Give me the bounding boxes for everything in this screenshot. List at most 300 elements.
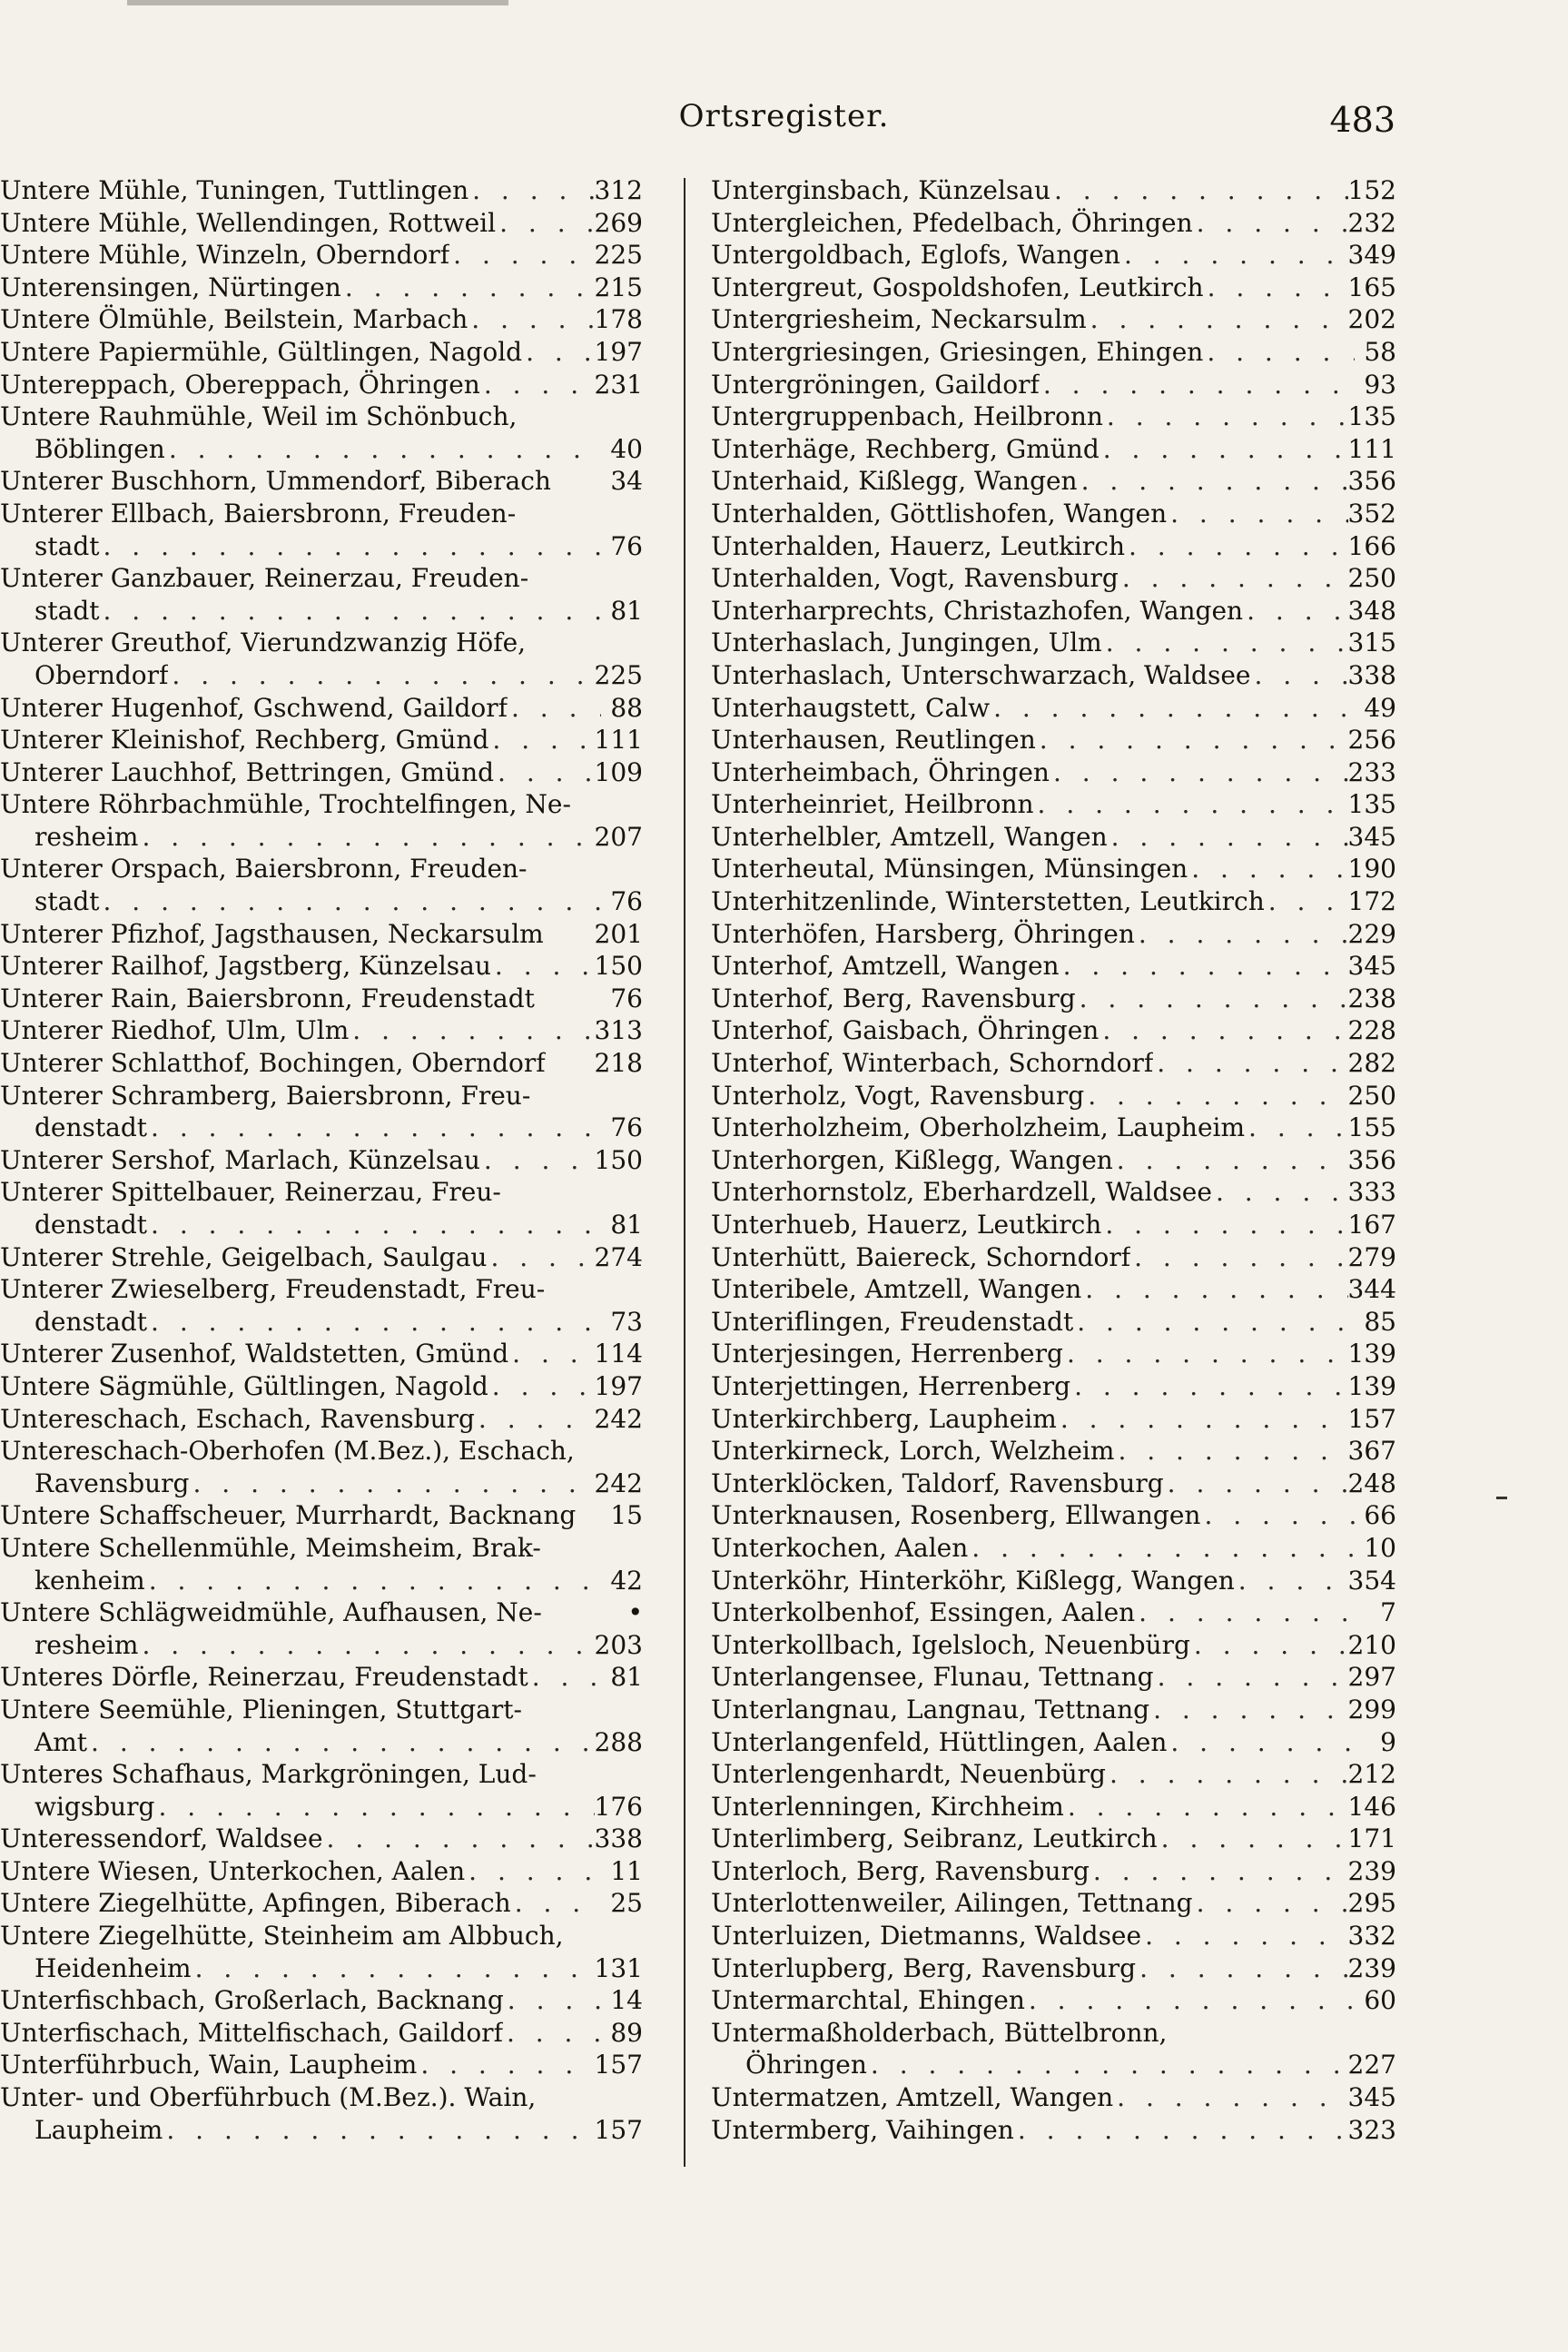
index-entry xyxy=(0,1694,643,1726)
index-entry xyxy=(711,1014,1396,1047)
dot-leader xyxy=(349,1014,594,1047)
entry-place-name: Unterhelbler, Amtzell, Wangen xyxy=(711,821,1108,852)
entry-place-name: Unterlottenweiler, Ailingen, Tettnang xyxy=(711,1888,1193,1919)
index-column-left xyxy=(0,174,643,2146)
index-entry xyxy=(711,1144,1396,1177)
entry-place-name: Unterklöcken, Taldorf, Ravensburg xyxy=(711,1468,1164,1498)
entry-place-name: Unterhalden, Göttlishofen, Wangen xyxy=(711,498,1168,529)
index-entry xyxy=(0,1273,643,1306)
entry-place-name: Untere Ziegelhütte, Apfingen, Biberach xyxy=(0,1888,511,1919)
index-entry xyxy=(711,1532,1396,1565)
dot-leader xyxy=(1135,918,1348,951)
index-entry xyxy=(711,272,1396,304)
entry-page-number: 250 xyxy=(1347,1080,1396,1111)
entry-place-name: Unterer Strehle, Geigelbach, Saulgau xyxy=(0,1241,488,1272)
entry-page-number: 282 xyxy=(1347,1048,1396,1079)
entry-page-number: 228 xyxy=(1347,1015,1396,1046)
entry-place-name: Untergoldbach, Eglofs, Wangen xyxy=(711,240,1120,271)
dot-leader xyxy=(87,1726,595,1759)
entry-page-number: 109 xyxy=(594,756,643,787)
dot-leader xyxy=(1204,272,1348,304)
entry-page-number: 197 xyxy=(594,1370,643,1401)
dot-leader xyxy=(1235,1565,1348,1597)
index-entry xyxy=(0,1047,643,1080)
entry-page-number: 248 xyxy=(1347,1468,1396,1498)
index-entry xyxy=(0,1791,643,1823)
index-entry xyxy=(711,1758,1396,1791)
index-entry xyxy=(0,433,643,466)
entry-place-name: Unterhof, Amtzell, Wangen xyxy=(711,951,1060,982)
entry-place-name: Untere Ölmühle, Beilstein, Marbach xyxy=(0,304,468,335)
index-entry xyxy=(711,2081,1396,2114)
entry-place-name: Unterhäge, Rechberg, Gmünd xyxy=(711,433,1100,464)
entry-page-number: 250 xyxy=(1347,563,1396,594)
index-entry xyxy=(711,1468,1396,1500)
index-entry xyxy=(0,1209,643,1241)
entry-page-number: 73 xyxy=(610,1306,643,1337)
entry-place-name: Unterfischach, Mittelfischach, Gaildorf xyxy=(0,2017,503,2048)
dot-leader xyxy=(1078,465,1348,498)
dot-leader xyxy=(1087,303,1348,336)
entry-place-name: Unterhaslach, Unterschwarzach, Waldsee xyxy=(711,659,1251,690)
index-entry xyxy=(711,821,1396,854)
dot-leader xyxy=(1050,174,1348,207)
dot-leader xyxy=(1040,369,1355,401)
entry-place-name: Unterheimbach, Öhringen xyxy=(711,756,1050,787)
entry-place-name: resheim xyxy=(35,821,139,852)
entry-place-name: Unterhorgen, Kißlegg, Wangen xyxy=(711,1144,1113,1175)
entry-place-name: Heidenheim xyxy=(35,1952,192,1983)
index-entry xyxy=(0,788,643,821)
index-entry xyxy=(0,1887,643,1920)
dot-leader xyxy=(508,692,601,725)
index-entry xyxy=(711,627,1396,659)
dot-leader xyxy=(1167,1726,1355,1759)
dot-leader xyxy=(1103,400,1348,433)
index-entry xyxy=(0,595,643,628)
entry-place-name: Laupheim xyxy=(35,2114,163,2145)
index-entry xyxy=(711,1241,1396,1274)
dot-leader xyxy=(494,756,595,789)
entry-place-name: Unteres Dörfle, Reinerzau, Freudenstadt xyxy=(0,1662,528,1693)
dot-leader xyxy=(528,1661,601,1694)
column-divider xyxy=(684,178,685,2167)
index-entry xyxy=(0,918,643,951)
entry-page-number: 345 xyxy=(1347,951,1396,982)
entry-page-number: 81 xyxy=(610,1210,643,1240)
dot-leader xyxy=(480,369,595,401)
dot-leader xyxy=(147,1112,601,1144)
entry-place-name: Unteriflingen, Freudenstadt xyxy=(711,1306,1074,1337)
entry-page-number: 157 xyxy=(594,2114,643,2145)
dot-leader xyxy=(417,2049,594,2081)
entry-place-name: Unterlangenfeld, Hüttlingen, Aalen xyxy=(711,1726,1168,1757)
entry-place-name: Böblingen xyxy=(35,433,165,464)
entry-place-name: Unterhausen, Reutlingen xyxy=(711,725,1036,756)
entry-page-number: 279 xyxy=(1347,1241,1396,1272)
entry-page-number: 269 xyxy=(594,207,643,238)
entry-place-name: Unterensingen, Nürtingen xyxy=(0,272,341,302)
dot-leader xyxy=(1084,1080,1347,1112)
dot-leader xyxy=(323,1823,595,1855)
entry-place-name: Unterer Schramberg, Baiersbronn, Freu- xyxy=(0,1080,531,1111)
entry-place-name: Unterlenningen, Kirchheim xyxy=(711,1791,1064,1822)
entry-place-name: Ravensburg xyxy=(35,1468,190,1498)
entry-page-number: 88 xyxy=(610,692,643,723)
index-entry xyxy=(0,756,643,789)
entry-page-number: 297 xyxy=(1347,1662,1396,1693)
dot-leader xyxy=(508,1338,594,1370)
dot-leader xyxy=(1100,433,1348,466)
index-entry xyxy=(711,2049,1396,2081)
index-entry xyxy=(0,1855,643,1888)
index-entry xyxy=(711,1855,1396,1888)
entry-place-name: Unterer Greuthof, Vierundzwanzig Höfe, xyxy=(0,628,527,658)
entry-place-name: Unterhitzenlinde, Winterstetten, Leutkirch xyxy=(711,886,1265,917)
entry-place-name: Untereschach, Eschach, Ravensburg xyxy=(0,1403,475,1434)
index-entry xyxy=(0,1726,643,1759)
dot-leader xyxy=(487,1241,594,1274)
dot-leader xyxy=(449,239,594,272)
entry-page-number: 349 xyxy=(1347,240,1396,271)
index-entry xyxy=(0,2049,643,2081)
index-entry xyxy=(0,724,643,756)
dot-leader xyxy=(1154,1661,1348,1694)
index-entry xyxy=(711,1791,1396,1823)
dot-leader xyxy=(1108,821,1348,854)
entry-page-number: 146 xyxy=(1347,1791,1396,1822)
index-entry xyxy=(711,950,1396,983)
dot-leader xyxy=(1076,983,1348,1015)
entry-place-name: stadt xyxy=(35,886,100,917)
entry-page-number: 344 xyxy=(1347,1274,1396,1305)
index-entry xyxy=(711,369,1396,401)
index-entry xyxy=(711,2017,1396,2050)
entry-place-name: Unterer Spittelbauer, Reinerzau, Freu- xyxy=(0,1177,501,1208)
dot-leader xyxy=(100,530,602,563)
dot-leader xyxy=(1102,627,1348,659)
entry-page-number: 34 xyxy=(610,466,643,497)
dot-leader xyxy=(1057,1403,1348,1436)
entry-place-name: Unterhof, Gaisbach, Öhringen xyxy=(711,1015,1100,1046)
entry-place-name: Untere Schaffscheuer, Murrhardt, Backnang xyxy=(0,1500,577,1531)
entry-page-number: 171 xyxy=(1347,1823,1396,1854)
entry-page-number: 207 xyxy=(594,821,643,852)
entry-page-number: 218 xyxy=(594,1048,643,1079)
entry-page-number: 139 xyxy=(1347,1370,1396,1401)
entry-place-name: Unterkolbenhof, Essingen, Aalen xyxy=(711,1597,1136,1628)
entry-place-name: Untermaßholderbach, Büttelbronn, xyxy=(711,2017,1168,2048)
index-entry xyxy=(0,1984,643,2017)
index-entry xyxy=(0,562,643,595)
entry-place-name: Oberndorf xyxy=(35,659,169,690)
entry-page-number: 81 xyxy=(610,595,643,626)
entry-place-name: Untergriesingen, Griesingen, Ehingen xyxy=(711,336,1204,367)
index-entry xyxy=(0,2081,643,2114)
index-entry xyxy=(711,433,1396,466)
dot-leader xyxy=(189,1468,594,1500)
index-entry xyxy=(0,1952,643,1985)
dot-leader xyxy=(145,1565,601,1597)
dot-leader xyxy=(1060,950,1348,983)
index-entry xyxy=(0,1629,643,1662)
entry-page-number: 89 xyxy=(610,2017,643,2048)
entry-page-number: 14 xyxy=(610,1985,643,2016)
index-entry xyxy=(711,595,1396,628)
index-entry xyxy=(0,272,643,304)
index-entry xyxy=(0,1112,643,1144)
entry-page-number: 167 xyxy=(1347,1210,1396,1240)
entry-place-name: resheim xyxy=(35,1629,139,1660)
index-entry xyxy=(0,1499,643,1532)
dot-leader xyxy=(192,1952,595,1985)
dot-leader xyxy=(1106,1758,1348,1791)
entry-page-number: 114 xyxy=(594,1339,643,1369)
entry-page-number: 135 xyxy=(1347,789,1396,820)
dot-leader xyxy=(1090,1855,1348,1888)
index-entry xyxy=(0,1920,643,1952)
dot-leader xyxy=(1135,1596,1355,1629)
entry-place-name: Unterkochen, Aalen xyxy=(711,1532,969,1563)
index-entry xyxy=(0,1080,643,1112)
index-entry xyxy=(711,400,1396,433)
entry-page-number: 333 xyxy=(1347,1177,1396,1208)
dot-leader xyxy=(1245,1112,1348,1144)
entry-page-number: 239 xyxy=(1347,1952,1396,1983)
entry-page-number: 345 xyxy=(1347,821,1396,852)
entry-page-number: 225 xyxy=(594,659,643,690)
index-entry xyxy=(711,207,1396,240)
entry-place-name: Unterer Lauchhof, Bettringen, Gmünd xyxy=(0,756,495,787)
entry-place-name: Untere Papiermühle, Gültlingen, Nagold xyxy=(0,336,523,367)
dot-leader xyxy=(1036,724,1348,756)
entry-page-number: 49 xyxy=(1364,692,1396,723)
dot-leader xyxy=(1243,595,1347,628)
entry-place-name: Unterhueb, Hauerz, Leutkirch xyxy=(711,1210,1102,1240)
dot-leader xyxy=(496,207,594,240)
entry-page-number: 42 xyxy=(610,1565,643,1596)
entry-page-number: 66 xyxy=(1364,1500,1396,1531)
entry-place-name: Unteres Schafhaus, Markgröningen, Lud- xyxy=(0,1759,537,1790)
dot-leader xyxy=(1050,756,1348,789)
dot-leader xyxy=(1130,1241,1347,1274)
entry-place-name: wigsburg xyxy=(35,1791,155,1822)
entry-page-number: 210 xyxy=(1347,1629,1396,1660)
entry-place-name: Unterer Ganzbauer, Reinerzau, Freuden- xyxy=(0,563,529,594)
index-entry xyxy=(711,1499,1396,1532)
index-entry xyxy=(711,983,1396,1015)
entry-place-name: Untergreut, Gospoldshofen, Leutkirch xyxy=(711,272,1204,302)
entry-place-name: Unterer Rain, Baiersbronn, Freudenstadt xyxy=(0,983,535,1013)
dot-leader xyxy=(475,1403,595,1436)
entry-place-name: Unterholz, Vogt, Ravensburg xyxy=(711,1080,1085,1111)
entry-place-name: Unterhaid, Kißlegg, Wangen xyxy=(711,466,1078,497)
index-entry xyxy=(711,1823,1396,1855)
entry-page-number: 315 xyxy=(1347,628,1396,658)
index-entry xyxy=(0,1661,643,1694)
entry-place-name: Untereschach-Oberhofen (M.Bez.), Eschach, xyxy=(0,1436,575,1467)
entry-place-name: Unterloch, Berg, Ravensburg xyxy=(711,1855,1090,1886)
entry-place-name: Unterer Hugenhof, Gschwend, Gaildorf xyxy=(0,692,508,723)
entry-place-name: Amt xyxy=(35,1726,88,1757)
entry-page-number: 76 xyxy=(610,983,643,1013)
dot-leader xyxy=(1188,853,1347,885)
entry-place-name: Untere Mühle, Wellendingen, Rottweil xyxy=(0,207,497,238)
entry-place-name: denstadt xyxy=(35,1306,148,1337)
entry-page-number: 76 xyxy=(610,530,643,561)
entry-place-name: Unterlimberg, Seibranz, Leutkirch xyxy=(711,1823,1158,1854)
entry-page-number: 7 xyxy=(1380,1597,1396,1628)
dot-leader xyxy=(100,595,602,628)
index-entry xyxy=(0,369,643,401)
dot-leader xyxy=(1025,1984,1355,2017)
dot-leader xyxy=(511,1887,601,1920)
entry-page-number: 76 xyxy=(610,1112,643,1143)
index-entry xyxy=(711,659,1396,692)
index-entry xyxy=(0,465,643,498)
entry-place-name: Untere Schlägweidmühle, Aufhausen, Ne- xyxy=(0,1597,542,1628)
entry-page-number: 231 xyxy=(594,369,643,400)
index-entry xyxy=(711,1047,1396,1080)
index-entry xyxy=(0,1823,643,1855)
entry-page-number: 232 xyxy=(1347,207,1396,238)
dot-leader xyxy=(504,1984,601,2017)
entry-page-number: 354 xyxy=(1347,1565,1396,1596)
entry-page-number: 233 xyxy=(1347,756,1396,787)
entry-place-name: Untergröningen, Gaildorf xyxy=(711,369,1040,400)
entry-page-number: 165 xyxy=(1347,272,1396,302)
page-title: Ortsregister. xyxy=(678,98,890,134)
dot-leader xyxy=(138,821,594,854)
entry-page-number: 131 xyxy=(594,1952,643,1983)
entry-place-name: Untere Schellenmühle, Meimsheim, Brak- xyxy=(0,1532,541,1563)
entry-page-number: 81 xyxy=(610,1662,643,1693)
index-entry xyxy=(711,1273,1396,1306)
index-entry xyxy=(711,465,1396,498)
entry-page-number: 150 xyxy=(594,1144,643,1175)
index-entry xyxy=(0,2017,643,2050)
dot-leader xyxy=(968,1532,1355,1565)
entry-page-number: 225 xyxy=(594,240,643,271)
entry-page-number: 332 xyxy=(1347,1921,1396,1952)
entry-page-number: 242 xyxy=(594,1468,643,1498)
entry-page-number: 229 xyxy=(1347,918,1396,949)
entry-place-name: Unterhalden, Vogt, Ravensburg xyxy=(711,563,1119,594)
entry-place-name: Unterer Schlatthof, Bochingen, Oberndorf xyxy=(0,1048,546,1079)
entry-page-number: 178 xyxy=(594,304,643,335)
index-entry xyxy=(0,821,643,854)
dot-leader xyxy=(1113,1144,1348,1177)
entry-page-number: 239 xyxy=(1347,1855,1396,1886)
dot-leader xyxy=(503,2017,601,2050)
entry-page-number: 215 xyxy=(594,272,643,302)
entry-place-name: Unterhalden, Hauerz, Leutkirch xyxy=(711,530,1125,561)
dot-leader xyxy=(1265,885,1348,918)
index-entry xyxy=(0,659,643,692)
index-entry xyxy=(0,1758,643,1791)
dot-leader xyxy=(867,2049,1348,2081)
index-entry xyxy=(0,498,643,530)
index-entry xyxy=(711,1694,1396,1726)
entry-place-name: Unterer Railhof, Jagstberg, Künzelsau xyxy=(0,951,491,982)
index-entry xyxy=(711,1565,1396,1597)
entry-place-name: Untergruppenbach, Heilbronn xyxy=(711,401,1103,432)
dot-leader xyxy=(488,724,594,756)
index-entry xyxy=(0,692,643,725)
entry-place-name: Unterginsbach, Künzelsau xyxy=(711,175,1050,205)
index-entry xyxy=(0,400,643,433)
dot-leader xyxy=(1167,498,1347,530)
entry-place-name: Unterlangensee, Flunau, Tettnang xyxy=(711,1662,1154,1693)
entry-page-number: 288 xyxy=(594,1726,643,1757)
dot-leader xyxy=(1153,1047,1347,1080)
dot-leader xyxy=(138,1629,594,1662)
entry-page-number: 227 xyxy=(1347,2050,1396,2080)
dot-leader xyxy=(1200,1499,1355,1532)
index-entry xyxy=(711,1403,1396,1436)
entry-page-number: 76 xyxy=(610,886,643,917)
entry-page-number: 338 xyxy=(1347,659,1396,690)
entry-place-name: Untere Mühle, Winzeln, Oberndorf xyxy=(0,240,450,271)
index-entry xyxy=(711,692,1396,725)
entry-page-number: 274 xyxy=(594,1241,643,1272)
entry-place-name: Untereppach, Obereppach, Öhringen xyxy=(0,369,480,400)
dot-leader xyxy=(1193,207,1348,240)
index-entry xyxy=(711,1920,1396,1952)
entry-page-number: 299 xyxy=(1347,1694,1396,1724)
index-entry xyxy=(0,336,643,369)
index-entry xyxy=(0,530,643,563)
dot-leader xyxy=(468,174,594,207)
entry-place-name: Unterhaslach, Jungingen, Ulm xyxy=(711,628,1102,658)
entry-page-number: 155 xyxy=(1347,1112,1396,1143)
dot-leader xyxy=(1099,1014,1347,1047)
dot-leader xyxy=(990,692,1355,725)
index-entry xyxy=(711,756,1396,789)
index-entry xyxy=(0,1144,643,1177)
entry-place-name: Unterjettingen, Herrenberg xyxy=(711,1370,1071,1401)
entry-page-number: 157 xyxy=(1347,1403,1396,1434)
index-entry xyxy=(711,1726,1396,1759)
index-entry xyxy=(711,562,1396,595)
index-entry xyxy=(711,239,1396,272)
entry-place-name: stadt xyxy=(35,595,100,626)
entry-place-name: Untere Wiesen, Unterkochen, Aalen xyxy=(0,1855,466,1886)
dot-leader xyxy=(1203,336,1355,369)
entry-place-name: Unterheinriet, Heilbronn xyxy=(711,789,1034,820)
index-entry xyxy=(711,1661,1396,1694)
dot-leader xyxy=(1063,1338,1348,1370)
entry-place-name: Unterer Zusenhof, Waldstetten, Gmünd xyxy=(0,1339,509,1369)
entry-page-number: 256 xyxy=(1347,725,1396,756)
entry-page-number: 166 xyxy=(1347,530,1396,561)
entry-place-name: Unterknausen, Rosenberg, Ellwangen xyxy=(711,1500,1201,1531)
index-entry xyxy=(0,885,643,918)
dot-leader xyxy=(1120,239,1348,272)
index-entry xyxy=(711,1952,1396,1985)
entry-place-name: Unterer Orspach, Baiersbronn, Freuden- xyxy=(0,854,528,884)
index-entry xyxy=(711,336,1396,369)
entry-place-name: Öhringen xyxy=(745,2050,867,2080)
entry-page-number: 201 xyxy=(594,918,643,949)
dot-leader xyxy=(1070,1370,1347,1403)
entry-page-number: 10 xyxy=(1364,1532,1396,1563)
entry-place-name: Unterkirneck, Lorch, Welzheim xyxy=(711,1436,1115,1467)
entry-page-number: 157 xyxy=(594,2050,643,2080)
entry-page-number: 202 xyxy=(1347,304,1396,335)
dot-leader xyxy=(488,1370,595,1403)
entry-place-name: Unterlupberg, Berg, Ravensburg xyxy=(711,1952,1137,1983)
